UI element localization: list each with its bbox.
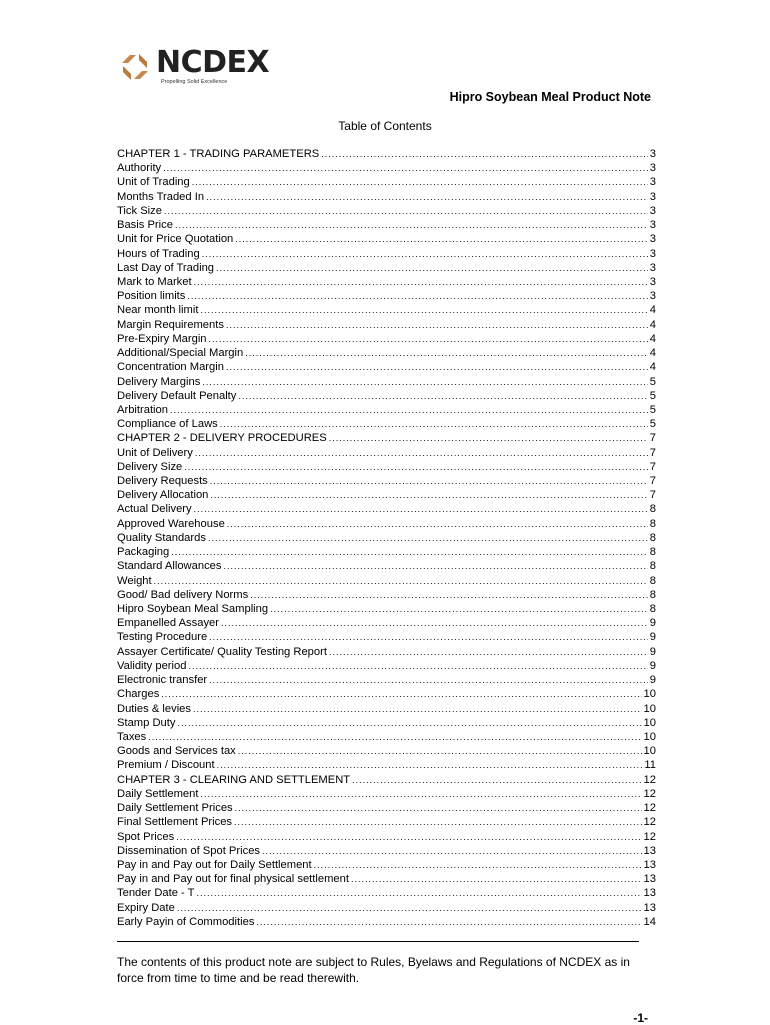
toc-entry[interactable] [117, 830, 656, 844]
toc-dot-leader [209, 630, 648, 644]
toc-entry-title: Weight [117, 574, 152, 587]
toc-entry-page: 4 [649, 304, 656, 317]
toc-entry-page: 12 [643, 830, 656, 843]
toc-entry-page: 10 [643, 688, 656, 701]
toc-dot-leader [209, 673, 648, 687]
toc-entry-title: Pre-Expiry Margin [117, 332, 207, 345]
toc-entry-page: 13 [643, 844, 656, 857]
toc-entry[interactable] [117, 474, 656, 488]
toc-entry-title: Pay in and Pay out for final physical settlement [117, 873, 349, 886]
toc-entry[interactable] [117, 645, 656, 659]
toc-entry[interactable] [117, 559, 656, 573]
toc-entry[interactable] [117, 446, 656, 460]
toc-dot-leader [220, 417, 648, 431]
toc-entry-page: 9 [649, 645, 656, 658]
toc-dot-leader [163, 161, 648, 175]
toc-entry-page: 7 [649, 489, 656, 502]
toc-entry-page: 8 [649, 574, 656, 587]
toc-entry-title: Delivery Allocation [117, 489, 209, 502]
toc-entry-page: 10 [643, 702, 656, 715]
toc-entry[interactable] [117, 858, 656, 872]
toc-entry-page: 9 [649, 631, 656, 644]
toc-entry[interactable] [117, 431, 656, 445]
toc-entry-page: 3 [649, 275, 656, 288]
toc-dot-leader [194, 275, 648, 289]
toc-dot-leader [238, 744, 642, 758]
toc-entry[interactable] [117, 545, 656, 559]
toc-dot-leader [170, 403, 648, 417]
toc-entry-page: 7 [649, 446, 656, 459]
logo-tagline: Propelling Solid Excellence [161, 79, 228, 85]
toc-entry-page: 3 [649, 176, 656, 189]
toc-entry[interactable] [117, 360, 656, 374]
toc-entry[interactable] [117, 872, 656, 886]
toc-entry-page: 10 [643, 745, 656, 758]
toc-entry[interactable] [117, 574, 656, 588]
toc-dot-leader [238, 389, 647, 403]
toc-dot-leader [194, 502, 648, 516]
toc-entry[interactable] [117, 332, 656, 346]
toc-entry-title: Electronic transfer [117, 674, 208, 687]
toc-entry[interactable] [117, 303, 656, 317]
toc-entry-title: Final Settlement Prices [117, 816, 233, 829]
toc-entry-title: Expiry Date [117, 901, 175, 914]
toc-dot-leader [177, 901, 642, 915]
toc-entry-title: Actual Delivery [117, 503, 192, 516]
toc-dot-leader [221, 616, 648, 630]
toc-entry[interactable] [117, 730, 656, 744]
toc-dot-leader [184, 460, 647, 474]
toc-entry-title: Basis Price [117, 219, 173, 232]
toc-dot-leader [187, 289, 647, 303]
toc-entry-page: 3 [649, 204, 656, 217]
toc-entry-page: 9 [649, 674, 656, 687]
toc-entry[interactable] [117, 147, 656, 161]
toc-entry[interactable] [117, 630, 656, 644]
toc-entry-page: 3 [649, 162, 656, 175]
toc-entry[interactable] [117, 247, 656, 261]
toc-entry-title: Delivery Margins [117, 375, 201, 388]
toc-entry[interactable] [117, 275, 656, 289]
toc-entry-title: Dissemination of Spot Prices [117, 844, 261, 857]
toc-entry-page: 8 [649, 531, 656, 544]
toc-entry[interactable] [117, 673, 656, 687]
toc-entry-title: Charges [117, 688, 160, 701]
toc-entry[interactable] [117, 375, 656, 389]
toc-entry[interactable] [117, 417, 656, 431]
toc-dot-leader [164, 204, 648, 218]
toc-dot-leader [262, 844, 642, 858]
toc-entry-title: Position limits [117, 290, 186, 303]
toc-entry-title: Standard Allowances [117, 560, 222, 573]
toc-entry-page: 3 [649, 290, 656, 303]
toc-entry-title: Empanelled Assayer [117, 617, 219, 630]
toc-entry-title: CHAPTER 3 - CLEARING AND SETTLEMENT [117, 773, 351, 786]
toc-dot-leader [171, 545, 648, 559]
toc-entry[interactable] [117, 460, 656, 474]
toc-entry[interactable] [117, 346, 656, 360]
toc-dot-leader [234, 815, 642, 829]
toc-entry-title: Spot Prices [117, 830, 175, 843]
toc-entry-page: 7 [649, 475, 656, 488]
toc-entry[interactable] [117, 403, 656, 417]
toc-entry[interactable] [117, 389, 656, 403]
toc-entry-title: Packaging [117, 546, 170, 559]
toc-entry[interactable] [117, 232, 656, 246]
toc-dot-leader [351, 872, 642, 886]
toc-entry-page: 8 [649, 546, 656, 559]
toc-entry-title: Tender Date - T [117, 887, 195, 900]
toc-dot-leader [202, 247, 648, 261]
toc-entry[interactable] [117, 758, 656, 772]
toc-entry-page: 8 [649, 517, 656, 530]
toc-entry-page: 5 [649, 418, 656, 431]
toc-entry-title: Last Day of Trading [117, 261, 215, 274]
toc-entry-page: 13 [643, 873, 656, 886]
toc-entry-title: Pay in and Pay out for Daily Settlement [117, 858, 312, 871]
toc-entry-page: 4 [649, 318, 656, 331]
toc-entry-page: 12 [643, 773, 656, 786]
toc-dot-leader [209, 332, 648, 346]
toc-entry-title: Tick Size [117, 204, 162, 217]
toc-entry-page: 4 [649, 332, 656, 345]
toc-entry-title: Delivery Size [117, 460, 183, 473]
toc-entry[interactable] [117, 687, 656, 701]
toc-dot-leader [208, 531, 648, 545]
toc-entry-title: Premium / Discount [117, 759, 215, 772]
toc-dot-leader [197, 886, 642, 900]
toc-entry[interactable] [117, 488, 656, 502]
toc-dot-leader [200, 787, 641, 801]
toc-entry-page: 13 [643, 887, 656, 900]
toc-dot-leader [217, 758, 643, 772]
toc-dot-leader [193, 702, 642, 716]
toc-entry-page: 8 [649, 603, 656, 615]
toc-entry-page: 10 [643, 730, 656, 743]
toc-entry-title: Compliance of Laws [117, 418, 218, 431]
ncdex-logo [118, 45, 278, 92]
toc-entry-title: Delivery Default Penalty [117, 389, 237, 402]
toc-entry-title: Daily Settlement Prices [117, 802, 233, 815]
toc-entry-page: 5 [649, 389, 656, 402]
toc-entry[interactable] [117, 602, 656, 616]
toc-dot-leader [226, 318, 648, 332]
toc-entry-title: Months Traded In [117, 190, 205, 203]
toc-entry-page: 5 [649, 375, 656, 388]
toc-entry-title: Margin Requirements [117, 318, 224, 331]
toc-entry-page: 4 [649, 361, 656, 374]
toc-entry[interactable] [117, 801, 656, 815]
toc-dot-leader [161, 687, 641, 701]
toc-entry[interactable] [117, 716, 656, 730]
toc-entry[interactable] [117, 531, 656, 545]
toc-entry-title: Goods and Services tax [117, 745, 236, 758]
toc-entry-title: Hipro Soybean Meal Sampling [117, 603, 269, 615]
toc-entry-title: Assayer Certificate/ Quality Testing Report [117, 645, 327, 658]
toc-entry[interactable] [117, 502, 656, 516]
toc-dot-leader [329, 645, 648, 659]
toc-entry-page: 3 [649, 261, 656, 274]
toc-dot-leader [223, 559, 647, 573]
toc-entry-title: Stamp Duty [117, 716, 176, 729]
toc-entry[interactable] [117, 261, 656, 275]
toc-entry[interactable] [117, 218, 656, 232]
toc-entry-title: Daily Settlement [117, 787, 199, 800]
document-title: Hipro Soybean Meal Product Note [449, 90, 651, 104]
toc-entry-title: Near month limit [117, 304, 199, 317]
footnote-text: The contents of this product note are subject to Rules, Byelaws and Regulations of NCDEX as in force from time to time and be read therewith. [117, 955, 630, 985]
toc-entry-title: Early Payin of Commodities [117, 915, 255, 928]
toc-dot-leader [192, 175, 648, 189]
toc-entry[interactable] [117, 161, 656, 175]
page-number: -1- [633, 1011, 648, 1025]
toc-entry[interactable] [117, 204, 656, 218]
toc-entry-title: Additional/Special Margin [117, 347, 244, 360]
toc-entry-page: 7 [649, 460, 656, 473]
toc-dot-leader [235, 232, 647, 246]
toc-entry[interactable] [117, 702, 656, 716]
toc-dot-leader [245, 346, 648, 360]
ncdex-logo-icon [118, 50, 152, 84]
toc-entry[interactable] [117, 175, 656, 189]
toc-entry-page: 3 [649, 247, 656, 260]
toc-dot-leader [329, 431, 648, 445]
toc-dot-leader [154, 574, 648, 588]
toc-dot-leader [210, 488, 647, 502]
toc-entry-page: 9 [649, 617, 656, 630]
toc-entry[interactable] [117, 844, 656, 858]
toc-entry-title: Validity period [117, 659, 187, 672]
toc-entry-title: Arbitration [117, 403, 168, 416]
toc-entry-page: 3 [649, 219, 656, 232]
toc-entry-title: Mark to Market [117, 275, 192, 288]
toc-dot-leader [256, 915, 641, 929]
toc-entry[interactable] [117, 616, 656, 630]
toc-dot-leader [216, 261, 648, 275]
toc-heading: Table of Contents [338, 119, 432, 133]
toc-dot-leader [270, 602, 648, 616]
toc-entry[interactable] [117, 901, 656, 915]
table-of-contents [117, 147, 656, 929]
toc-entry-title: CHAPTER 2 - DELIVERY PROCEDURES [117, 432, 327, 445]
toc-entry[interactable] [117, 886, 656, 900]
toc-dot-leader [226, 360, 648, 374]
toc-dot-leader [352, 773, 641, 787]
toc-entry[interactable] [117, 588, 656, 602]
toc-entry-title: Unit for Price Quotation [117, 233, 234, 246]
toc-entry-page: 5 [649, 403, 656, 416]
toc-dot-leader [206, 190, 648, 204]
toc-entry-page: 9 [649, 659, 656, 672]
toc-entry[interactable] [117, 190, 656, 204]
toc-entry-page: 3 [649, 233, 656, 246]
toc-dot-leader [148, 730, 641, 744]
toc-entry-title: Approved Warehouse [117, 517, 225, 530]
toc-dot-leader [175, 218, 648, 232]
toc-entry-page: 12 [643, 816, 656, 829]
toc-entry-title: Concentration Margin [117, 361, 224, 374]
toc-entry-page: 14 [643, 915, 656, 928]
toc-entry[interactable] [117, 787, 656, 801]
toc-entry-page: 12 [643, 787, 656, 800]
toc-entry-page: 13 [643, 858, 656, 871]
toc-entry-title: Delivery Requests [117, 475, 208, 488]
toc-entry-page: 8 [649, 560, 656, 573]
footnote-divider [117, 941, 639, 942]
toc-entry[interactable] [117, 815, 656, 829]
toc-entry-title: CHAPTER 1 - TRADING PARAMETERS [117, 148, 320, 160]
toc-entry[interactable] [117, 318, 656, 332]
toc-dot-leader [177, 716, 641, 730]
toc-dot-leader [188, 659, 647, 673]
toc-entry-title: Duties & levies [117, 702, 191, 715]
toc-entry[interactable] [117, 659, 656, 673]
toc-entry-page: 3 [649, 148, 656, 160]
toc-entry-title: Hours of Trading [117, 247, 200, 260]
toc-entry-page: 7 [649, 432, 656, 445]
toc-dot-leader [321, 147, 648, 161]
logo-wordmark: NCDEX [156, 45, 270, 80]
toc-entry-page: 12 [643, 802, 656, 815]
toc-dot-leader [210, 474, 648, 488]
toc-entry[interactable] [117, 915, 656, 929]
toc-entry[interactable] [117, 773, 656, 787]
toc-dot-leader [250, 588, 648, 602]
toc-entry-title: Quality Standards [117, 531, 206, 544]
toc-entry-page: 4 [649, 347, 656, 360]
toc-entry[interactable] [117, 517, 656, 531]
toc-dot-leader [202, 375, 647, 389]
toc-dot-leader [176, 830, 641, 844]
toc-entry[interactable] [117, 744, 656, 758]
toc-entry-page: 10 [643, 716, 656, 729]
toc-dot-leader [235, 801, 642, 815]
toc-entry-page: 8 [649, 503, 656, 516]
toc-entry-title: Authority [117, 162, 162, 175]
toc-dot-leader [200, 303, 647, 317]
toc-entry-page: 11 [644, 759, 656, 772]
toc-dot-leader [227, 517, 648, 531]
toc-entry-page: 13 [643, 901, 656, 914]
toc-entry-title: Testing Procedure [117, 631, 208, 644]
toc-entry-title: Good/ Bad delivery Norms [117, 588, 249, 601]
toc-entry-title: Taxes [117, 730, 147, 743]
toc-entry[interactable] [117, 289, 656, 303]
toc-dot-leader [195, 446, 648, 460]
toc-entry-title: Unit of Delivery [117, 446, 193, 459]
toc-dot-leader [314, 858, 642, 872]
toc-entry-page: 8 [649, 588, 656, 601]
toc-entry-title: Unit of Trading [117, 176, 190, 189]
toc-entry-page: 3 [649, 190, 656, 203]
